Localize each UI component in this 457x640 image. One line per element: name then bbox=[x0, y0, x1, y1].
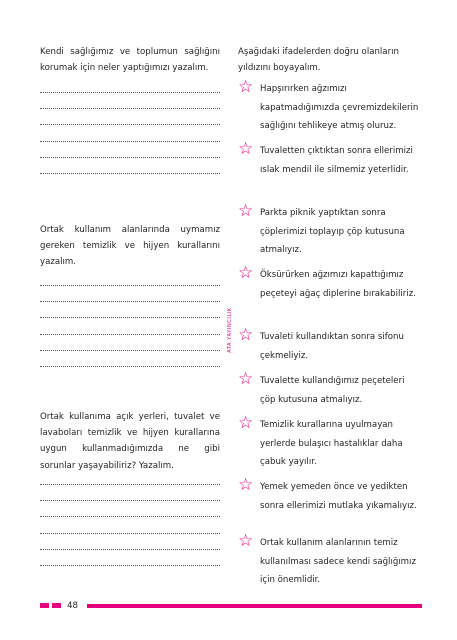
star-outline-icon[interactable]: ☆ bbox=[238, 413, 254, 433]
star-outline-icon[interactable]: ☆ bbox=[238, 475, 254, 495]
statement-item bbox=[238, 139, 420, 204]
answer-line[interactable] bbox=[40, 366, 220, 367]
answer-line[interactable] bbox=[40, 500, 220, 501]
statement-text: Temizlik kurallarına uyulmayan yerlerde bulaşıcı hastalıklar daha çabuk yayılır. bbox=[260, 420, 403, 468]
answer-line[interactable] bbox=[40, 516, 220, 517]
star-outline-icon[interactable]: ☆ bbox=[238, 139, 254, 159]
answer-line[interactable] bbox=[40, 92, 220, 93]
answer-line[interactable] bbox=[40, 317, 220, 318]
answer-line[interactable] bbox=[40, 549, 220, 550]
answer-line[interactable] bbox=[40, 285, 220, 286]
answer-line[interactable] bbox=[40, 157, 220, 158]
statement-item bbox=[238, 531, 420, 596]
star-outline-icon[interactable]: ☆ bbox=[238, 201, 254, 221]
question-1: Kendi sağlığımız ve toplumun sağlığını korumak için neler yaptığımızı yazalım. bbox=[40, 47, 220, 74]
statement-item bbox=[238, 263, 420, 328]
page-number: 48 bbox=[67, 601, 78, 611]
answer-line[interactable] bbox=[40, 173, 220, 174]
answer-line[interactable] bbox=[40, 533, 220, 534]
right-instructions: Aşağıdaki ifadelerden doğru olanların yıldızını boyayalım. bbox=[238, 47, 399, 74]
footer-square-decoration bbox=[40, 603, 49, 608]
star-outline-icon[interactable]: ☆ bbox=[238, 369, 254, 389]
statement-text: Öksürürken ağzımızı kapattığımız peçeteyi ağaç diplerine bırakabiliriz. bbox=[260, 270, 416, 299]
publisher-side-label: ATA YAYINCILIK bbox=[227, 307, 233, 353]
answer-line[interactable] bbox=[40, 301, 220, 302]
star-outline-icon[interactable]: ☆ bbox=[238, 325, 254, 345]
answer-line[interactable] bbox=[40, 108, 220, 109]
footer-square-decoration bbox=[52, 603, 61, 608]
answer-line[interactable] bbox=[40, 141, 220, 142]
question-2: Ortak kullanım alanlarında uymamız gereken temizlik ve hijyen kurallarını yazalım. bbox=[40, 225, 220, 268]
statement-list bbox=[238, 77, 420, 596]
star-outline-icon[interactable]: ☆ bbox=[238, 263, 254, 283]
answer-line[interactable] bbox=[40, 334, 220, 335]
statement-item bbox=[238, 369, 420, 416]
footer-bar-decoration bbox=[87, 604, 422, 608]
statement-item bbox=[238, 475, 420, 534]
statement-item bbox=[238, 201, 420, 266]
statement-item bbox=[238, 325, 420, 372]
answer-line[interactable] bbox=[40, 124, 220, 125]
page-footer bbox=[40, 600, 422, 612]
statement-text: Ortak kullanım alanlarının temiz kullanılması sadece kendi sağlığımız için önemlidir. bbox=[260, 538, 416, 586]
answer-line[interactable] bbox=[40, 350, 220, 351]
statement-text: Yemek yemeden önce ve yedikten sonra ellerimizi mutlaka yıkamalıyız. bbox=[260, 482, 417, 511]
star-outline-icon[interactable]: ☆ bbox=[238, 531, 254, 551]
statement-text: Hapşırırken ağzımızı kapatmadığımızda çevremizdekilerin sağlığını tehlikeye atmış oluruz. bbox=[260, 84, 419, 132]
answer-line[interactable] bbox=[40, 565, 220, 566]
statement-text: Tuvalette kullandığımız peçeteleri çöp kutusuna atmalıyız. bbox=[260, 376, 405, 405]
star-outline-icon[interactable]: ☆ bbox=[238, 77, 254, 97]
statement-text: Tuvaletten çıktıktan sonra ellerimizi ıslak mendil ile silmemiz yeterlidir. bbox=[260, 146, 413, 175]
statement-item bbox=[238, 413, 420, 478]
answer-lines-3 bbox=[40, 484, 220, 581]
answer-lines-1 bbox=[40, 92, 220, 189]
answer-line[interactable] bbox=[40, 484, 220, 485]
question-3: Ortak kullanıma açık yerleri, tuvalet ve lavaboları temizlik ve hijyen kurallarına uygun kullanmadığımızda ne gibi sorunlar yaşayabiliriz? Yazalım. bbox=[40, 412, 220, 471]
statement-item bbox=[238, 77, 420, 142]
answer-lines-2 bbox=[40, 285, 220, 382]
statement-text: Parkta piknik yaptıktan sonra çöplerimizi toplayıp çöp kutusuna atmalıyız. bbox=[260, 208, 405, 256]
statement-text: Tuvaleti kullandıktan sonra sifonu çekmeliyiz. bbox=[260, 332, 404, 361]
